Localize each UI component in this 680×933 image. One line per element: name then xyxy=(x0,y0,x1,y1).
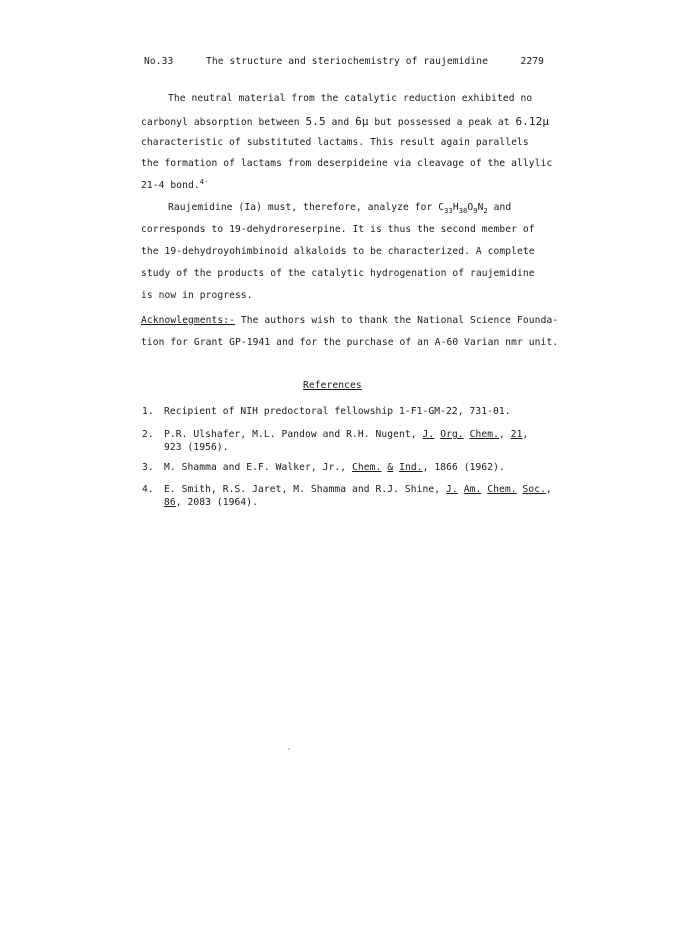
reference-3 xyxy=(142,462,505,473)
journal-abbrev: Am. xyxy=(463,484,482,495)
issue-number: No.33 xyxy=(144,56,174,67)
paragraph-1-line-3: characteristic of substituted lactams. This result again parallels xyxy=(141,137,529,148)
reference-4 xyxy=(142,484,552,495)
paragraph-2-line-5: is now in progress. xyxy=(141,290,253,301)
acknowledgments-line-2: tion for Grant GP-1941 and for the purchase of an A-60 Varian nmr unit. xyxy=(141,337,559,348)
paragraph-1-line-4: the formation of lactams from deserpideine via cleavage of the allylic xyxy=(141,158,553,169)
formula-element: N xyxy=(477,202,484,213)
paragraph-1-line-5 xyxy=(141,177,209,191)
reference-text: E. Smith, R.S. Jaret, M. Shamma and R.J. Shine, xyxy=(164,484,447,495)
reference-2-line-2: 923 (1956). xyxy=(164,442,229,453)
reference-text: , xyxy=(546,484,552,495)
text-run: carbonyl absorption between xyxy=(141,117,306,128)
paragraph-1-line-1: The neutral material from the catalytic reduction exhibited no xyxy=(168,93,533,104)
reference-4-line-2 xyxy=(164,497,258,508)
running-title: The structure and steriochemistry of raujemidine xyxy=(206,56,489,67)
reference-1 xyxy=(142,406,511,417)
text-run: The authors wish to thank the National Science Founda- xyxy=(235,315,559,326)
volume-number: 21 xyxy=(510,429,523,440)
reference-text: P.R. Ulshafer, M.L. Pandow and R.H. Nugent, xyxy=(164,429,423,440)
text-run: Raujemidine (Ia) must, therefore, analyze for C xyxy=(168,202,445,213)
formula-subscript: 9 xyxy=(473,206,478,215)
wavelength-value: 5.5 xyxy=(305,115,326,128)
journal-abbrev: Org. xyxy=(440,429,464,440)
wavelength-value: 6μ xyxy=(355,115,369,128)
reference-2 xyxy=(142,429,528,440)
reference-number: 3. xyxy=(142,462,154,473)
journal-abbrev: Chem. xyxy=(469,429,499,440)
formula-subscript: 33 xyxy=(444,206,453,215)
volume-number: 86 xyxy=(164,497,176,508)
reference-number: 2. xyxy=(142,429,154,440)
reference-text: , xyxy=(499,429,511,440)
journal-abbrev: & xyxy=(387,462,394,473)
text-run: and xyxy=(325,117,356,128)
paragraph-2-line-3: the 19-dehydroyohimbinoid alkaloids to be characterized. A complete xyxy=(141,246,535,257)
formula-subscript: 2 xyxy=(483,206,488,215)
reference-text: M. Shamma and E.F. Walker, Jr., xyxy=(164,462,353,473)
journal-abbrev: Chem. xyxy=(487,484,517,495)
paragraph-2-line-1 xyxy=(168,202,511,213)
formula-subscript: 38 xyxy=(458,206,468,215)
text-run: but possessed a peak at xyxy=(368,117,516,128)
acknowledgments-line-1 xyxy=(141,315,558,326)
formula-element: O xyxy=(467,202,474,213)
paragraph-1-line-2 xyxy=(141,115,549,128)
text-run: 21-4 bond. xyxy=(141,180,200,191)
page-number: 2279 xyxy=(520,56,544,67)
text-run: and xyxy=(487,202,512,213)
references-heading: References xyxy=(303,380,362,391)
journal-abbrev: J. xyxy=(446,484,458,495)
reference-text: , 1866 (1962). xyxy=(422,462,505,473)
citation-superscript: 4· xyxy=(199,177,209,186)
running-header xyxy=(144,56,544,70)
journal-abbrev: Ind. xyxy=(399,462,423,473)
journal-abbrev: Chem. xyxy=(352,462,382,473)
paragraph-2-line-4: study of the products of the catalytic hydrogenation of raujemidine xyxy=(141,268,535,279)
journal-abbrev: J. xyxy=(422,429,435,440)
wavelength-value: 6.12μ xyxy=(515,115,550,128)
journal-abbrev: Soc. xyxy=(522,484,547,495)
reference-text: Recipient of NIH predoctoral fellowship 1-F1-GM-22, 731-01. xyxy=(164,406,511,417)
scan-speck xyxy=(288,748,290,750)
acknowledgments-label: Acknowlegments:- xyxy=(141,315,236,326)
reference-text: , xyxy=(522,429,529,440)
reference-number: 1. xyxy=(142,406,154,417)
reference-number: 4. xyxy=(142,484,154,495)
paragraph-2-line-2: corresponds to 19-dehydroreserpine. It is thus the second member of xyxy=(141,224,535,235)
formula-element: H xyxy=(452,202,459,213)
reference-text: , 2083 (1964). xyxy=(175,497,259,508)
